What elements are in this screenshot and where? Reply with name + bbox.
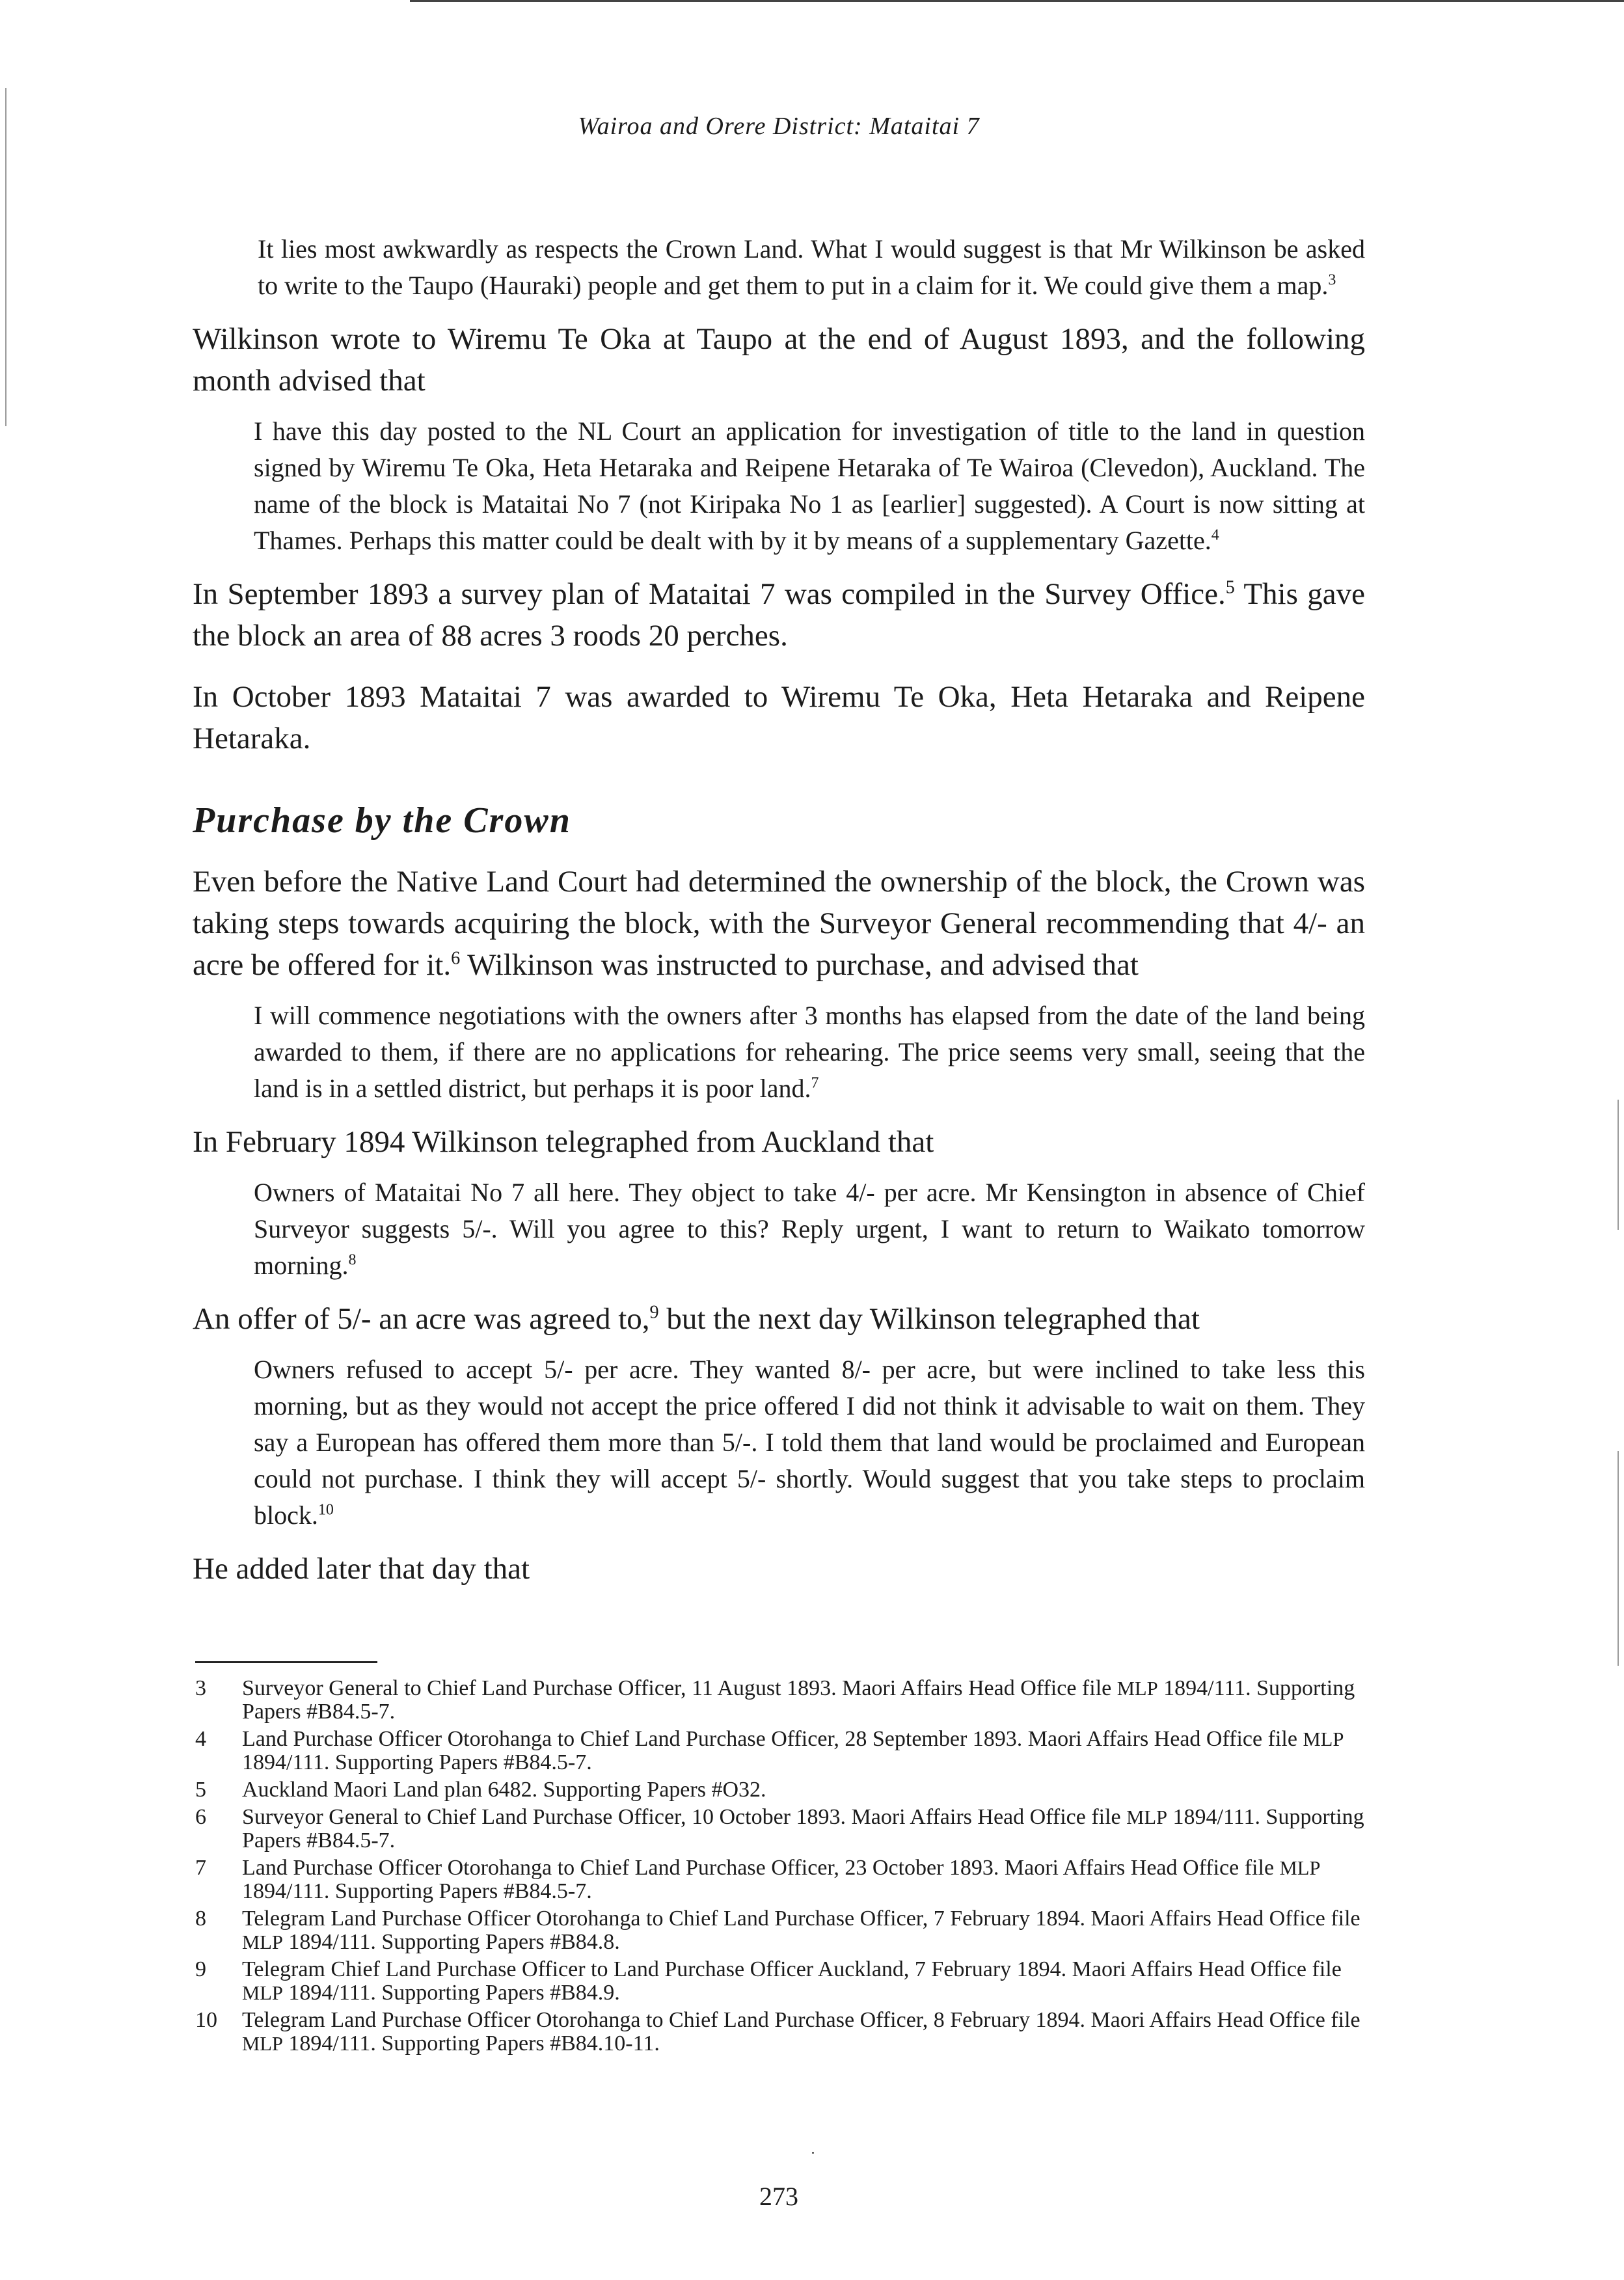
footnote-text: Telegram Chief Land Purchase Officer to Land Purchase Officer Auckland, 7 February 1894. Maori Affairs Head Office file — [242, 1957, 1342, 1981]
footnote-number: 3 — [195, 1676, 206, 1700]
footnote-4 — [195, 1728, 1368, 1774]
footnote-number: 8 — [195, 1907, 206, 1931]
paragraph-2 — [193, 573, 1365, 657]
footnote-text: Surveyor General to Chief Land Purchase Officer, 11 August 1893. Maori Affairs Head Office file — [242, 1676, 1117, 1700]
footnote-text-cont: 1894/111. Supporting Papers #B84.5-7. — [242, 1676, 1355, 1724]
running-head: Wairoa and Orere District: Mataitai 7 — [578, 113, 980, 140]
quote-4 — [254, 1174, 1365, 1284]
section-heading: Purchase by the Crown — [193, 800, 571, 841]
footnote-text-cont: 1894/111. Supporting Papers #B84.5-7. — [242, 1805, 1364, 1853]
footnote-text: Telegram Land Purchase Officer Otorohanga to Chief Land Purchase Officer, 7 February 1894. Maori Affairs Head Office file — [242, 1907, 1360, 1931]
paragraph-4-text-cont: Wilkinson was instructed to purchase, and advised that — [460, 948, 1139, 982]
footnote-10 — [195, 2009, 1368, 2056]
paragraph-2-text: In September 1893 a survey plan of Mataitai 7 was compiled in the Survey Office. — [193, 577, 1226, 611]
footnote-ref[interactable]: 9 — [649, 1302, 659, 1323]
footnote-text-cont: 1894/111. Supporting Papers #B84.9. — [282, 1981, 620, 2005]
footnote-ref[interactable]: 6 — [451, 948, 461, 969]
quote-5-text: Owners refused to accept 5/- per acre. They wanted 8/- per acre, but were inclined to take less this morning, but as they would not accept the price offered I did not think it advisable to wait on them. They say a European has offered them more than 5/-. I told them that land would be proclaimed and European could not purchase. I think they will accept 5/- shortly. Would suggest that you take steps to proclaim block. — [254, 1355, 1365, 1530]
footnote-text: Telegram Land Purchase Officer Otorohanga to Chief Land Purchase Officer, 8 February 1894. Maori Affairs Head Office file — [242, 2008, 1360, 2032]
footnote-text: Land Purchase Officer Otorohanga to Chief Land Purchase Officer, 28 September 1893. Maori Affairs Head Office file — [242, 1727, 1303, 1751]
footnote-ref[interactable]: 5 — [1225, 577, 1235, 598]
footnote-file-code: MLP — [1126, 1806, 1168, 1828]
quote-1-text: It lies most awkwardly as respects the Crown Land. What I would suggest is that Mr Wilkinson be asked to write to the Taupo (Hauraki) people and get them to put in a claim for it. We could give them a map. — [258, 234, 1365, 300]
quote-2 — [254, 413, 1365, 559]
footnote-8 — [195, 1907, 1368, 1954]
footnote-file-code: MLP — [1279, 1857, 1321, 1879]
paragraph-7: He added later that day that — [193, 1552, 530, 1586]
quote-5 — [254, 1351, 1365, 1534]
quote-2-text: I have this day posted to the NL Court an application for investigation of title to the land in question signed by Wiremu Te Oka, Heta Hetaraka and Reipene Hetaraka of Te Wairoa (Clevedon), Auckland. The name of the block is Mataitai No 7 (not Kiripaka No 1 as [earlier] suggested). A Court is now sitting at Thames. Perhaps this matter could be dealt with by it by means of a supplementary Gazette. — [254, 416, 1365, 555]
paragraph-2-text-cont: This gave the block an area of 88 acres 3 roods 20 perches. — [193, 577, 1365, 653]
scan-edge-left — [5, 88, 7, 426]
footnote-5 — [195, 1778, 1368, 1802]
footnote-number: 5 — [195, 1778, 206, 1802]
paragraph-1: Wilkinson wrote to Wiremu Te Oka at Taupo at the end of August 1893, and the following month advised that — [193, 322, 1365, 398]
footnote-number: 6 — [195, 1805, 206, 1829]
footnote-text-cont: 1894/111. Supporting Papers #B84.5-7. — [242, 1750, 592, 1774]
paragraph-6 — [193, 1298, 1365, 1340]
footnote-file-code: MLP — [242, 1931, 283, 1953]
footnote-ref[interactable]: 7 — [811, 1074, 819, 1092]
footnote-text: Auckland Maori Land plan 6482. Supporting Papers #O32. — [242, 1778, 766, 1802]
footnote-ref[interactable]: 10 — [318, 1501, 334, 1519]
footnote-ref[interactable]: 4 — [1211, 526, 1219, 544]
footnote-number: 9 — [195, 1957, 206, 1981]
footnote-7 — [195, 1856, 1368, 1903]
footnote-number: 7 — [195, 1856, 206, 1880]
page-number: 273 — [759, 2182, 798, 2211]
body-text — [193, 231, 1365, 1601]
paragraph-6-text: An offer of 5/- an acre was agreed to, — [193, 1302, 650, 1336]
footnote-ref[interactable]: 8 — [348, 1251, 357, 1269]
scan-edge-right — [1617, 1100, 1619, 1230]
footnote-text-cont: 1894/111. Supporting Papers #B84.5-7. — [242, 1879, 592, 1903]
footnote-text: Surveyor General to Chief Land Purchase Officer, 10 October 1893. Maori Affairs Head Office file — [242, 1805, 1127, 1829]
paragraph-4-text: Even before the Native Land Court had determined the ownership of the block, the Crown was taking steps towards acquiring the block, with the Surveyor General recommending that 4/- an acre be offered for it. — [193, 865, 1365, 982]
footnote-6 — [195, 1806, 1368, 1853]
scan-speck — [812, 2152, 814, 2154]
paragraph-4 — [193, 861, 1365, 986]
top-rule — [410, 0, 1624, 2]
footnote-text-cont: 1894/111. Supporting Papers #B84.10-11. — [282, 2031, 660, 2056]
footnote-file-code: MLP — [1116, 1677, 1158, 1700]
quote-3 — [254, 998, 1365, 1107]
footnote-text-cont: 1894/111. Supporting Papers #B84.8. — [282, 1930, 620, 1954]
footnote-rule — [195, 1661, 377, 1663]
quote-3-text: I will commence negotiations with the owners after 3 months has elapsed from the date of the land being awarded to them, if there are no applications for rehearing. The price seems very small, seeing that the land is in a settled district, but perhaps it is poor land. — [254, 1001, 1365, 1103]
footnote-file-code: MLP — [242, 1982, 283, 2004]
footnotes — [195, 1677, 1368, 2059]
paragraph-6-text-cont: but the next day Wilkinson telegraphed that — [658, 1302, 1200, 1336]
footnote-ref[interactable]: 3 — [1328, 271, 1336, 289]
paragraph-3: In October 1893 Mataitai 7 was awarded to Wiremu Te Oka, Heta Hetaraka and Reipene Hetaraka. — [193, 680, 1365, 755]
quote-4-text: Owners of Mataitai No 7 all here. They object to take 4/- per acre. Mr Kensington in absence of Chief Surveyor suggests 5/-. Will you agree to this? Reply urgent, I want to return to Waikato tomorrow morning. — [254, 1178, 1365, 1280]
quote-1 — [258, 231, 1365, 304]
footnote-number: 4 — [195, 1727, 206, 1751]
footnote-9 — [195, 1958, 1368, 2005]
footnote-file-code: MLP — [1303, 1728, 1344, 1750]
footnote-text: Land Purchase Officer Otorohanga to Chief Land Purchase Officer, 23 October 1893. Maori Affairs Head Office file — [242, 1856, 1280, 1880]
paragraph-5: In February 1894 Wilkinson telegraphed from Auckland that — [193, 1125, 934, 1159]
footnote-file-code: MLP — [242, 2033, 283, 2055]
footnote-3 — [195, 1677, 1368, 1724]
scan-edge-right-lower — [1617, 1451, 1619, 1666]
footnote-number: 10 — [195, 2008, 217, 2032]
